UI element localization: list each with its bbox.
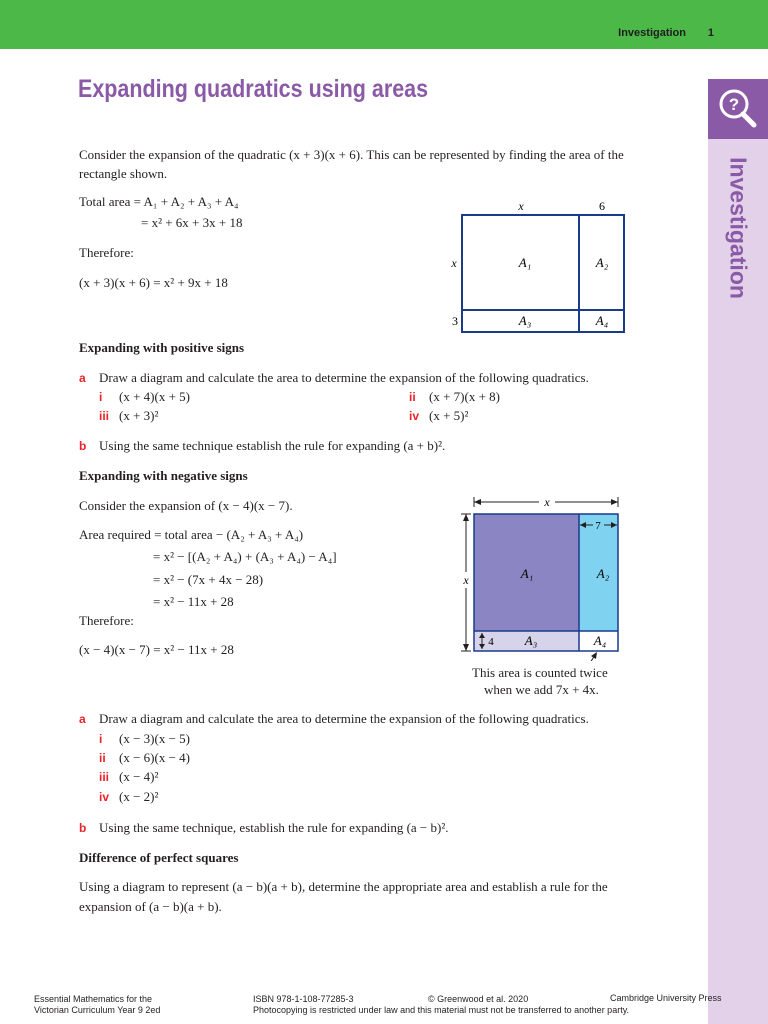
- diagram1-a4: A₄: [595, 313, 609, 328]
- positive-item-label: iii: [99, 409, 110, 423]
- diagram1-top-x: x: [518, 199, 524, 213]
- intro-therefore: Therefore:: [79, 245, 134, 260]
- diagram1-a1: A₁: [518, 255, 532, 270]
- negative-item-text: (x − 2)²: [119, 789, 159, 804]
- positive-item-text: (x + 3)²: [119, 408, 159, 423]
- negative-a-label: a: [79, 712, 86, 726]
- footer-book-title-1: Essential Mathematics for the: [34, 994, 153, 1004]
- positive-item-text: (x + 5)²: [429, 408, 469, 423]
- footer-publisher: Cambridge University Press: [610, 993, 722, 1003]
- positive-a-text: Draw a diagram and calculate the area to determine the expansion of the following quadratics.: [99, 370, 589, 385]
- negative-item-label: ii: [99, 751, 106, 765]
- intro-equation-1: Total area = A₁ + A₂ + A₃ + A₄: [79, 194, 239, 209]
- positive-heading: Expanding with positive signs: [79, 340, 245, 355]
- squares-text-line2: expansion of (a − b)(a + b).: [79, 899, 222, 914]
- positive-b-label: b: [79, 439, 87, 453]
- negative-heading: Expanding with negative signs: [79, 468, 248, 483]
- svg-text:?: ?: [728, 95, 740, 114]
- positive-item-label: ii: [409, 390, 416, 404]
- diagram2-caption-line2: when we add 7x + 4x.: [484, 682, 599, 697]
- negative-item-label: iv: [99, 790, 110, 804]
- diagram2-top-7: 7: [595, 520, 601, 532]
- diagram1-top-6: 6: [599, 199, 605, 213]
- side-tab-label: Investigation: [725, 157, 752, 299]
- diagram1-a3: A₃: [518, 313, 532, 328]
- diagram2-a3: A₃: [524, 633, 538, 648]
- positive-item-label: iv: [409, 409, 420, 423]
- page-number: 1: [707, 27, 714, 39]
- area-diagram-negative: [455, 496, 635, 661]
- intro-result: (x + 3)(x + 6) = x² + 9x + 18: [79, 275, 228, 290]
- negative-b-label: b: [79, 821, 87, 835]
- positive-b-text: Using the same technique establish the rule for expanding (a + b)².: [99, 438, 446, 453]
- negative-equation-1: Area required = total area − (A₂ + A₃ + A₄): [79, 527, 304, 542]
- squares-text-line1: Using a diagram to represent (a − b)(a + b), determine the appropriate area and establish a rule for the: [79, 879, 608, 894]
- positive-item-text: (x + 7)(x + 8): [429, 389, 500, 404]
- footer-book-title-2: Victorian Curriculum Year 9 2ed: [34, 1005, 161, 1015]
- intro-equation-2: = x² + 6x + 3x + 18: [141, 215, 243, 230]
- page-title: Expanding quadratics using areas: [78, 75, 429, 103]
- diagram1-left-x: x: [451, 256, 457, 270]
- diagram2-a4: A₄: [593, 633, 607, 648]
- diagram2-top-x: x: [544, 496, 550, 509]
- negative-therefore: Therefore:: [79, 613, 134, 628]
- intro-text-line1: Consider the expansion of the quadratic (x + 3)(x + 6). This can be represented by finding the area of the: [79, 147, 624, 162]
- positive-item-label: i: [99, 390, 103, 404]
- negative-item-label: i: [99, 732, 103, 746]
- diagram1-left-3: 3: [452, 314, 458, 328]
- diagram1-a2: A₂: [595, 255, 609, 270]
- negative-item-text: (x − 4)²: [119, 769, 159, 784]
- negative-a-text: Draw a diagram and calculate the area to determine the expansion of the following quadratics.: [99, 711, 589, 726]
- negative-item-text: (x − 3)(x − 5): [119, 731, 190, 746]
- header-bar: [0, 0, 768, 49]
- positive-a-label: a: [79, 371, 86, 385]
- footer-copyright: © Greenwood et al. 2020: [428, 994, 529, 1004]
- negative-equation-2: = x² − [(A₂ + A₄) + (A₃ + A₄) − A₄]: [153, 549, 337, 564]
- negative-item-label: iii: [99, 770, 110, 784]
- positive-item-text: (x + 4)(x + 5): [119, 389, 190, 404]
- negative-equation-4: = x² − 11x + 28: [153, 594, 234, 609]
- diagram2-left-x: x: [463, 573, 469, 587]
- diagram2-a1: A₁: [520, 566, 534, 581]
- section-label: Investigation: [618, 27, 686, 39]
- diagram2-caption-line1: This area is counted twice: [472, 665, 608, 680]
- diagram2-a2: A₂: [596, 566, 610, 581]
- magnifier-question-icon: [708, 79, 768, 139]
- intro-text-line2: rectangle shown.: [79, 166, 168, 181]
- area-diagram-positive: [445, 195, 635, 335]
- diagram2-left-4: 4: [488, 636, 494, 648]
- negative-equation-3: = x² − (7x + 4x − 28): [153, 572, 264, 587]
- negative-consider: Consider the expansion of (x − 4)(x − 7).: [79, 498, 293, 513]
- negative-result: (x − 4)(x − 7) = x² − 11x + 28: [79, 642, 234, 657]
- footer-isbn: ISBN 978-1-108-77285-3: [253, 994, 354, 1004]
- negative-item-text: (x − 6)(x − 4): [119, 750, 190, 765]
- footer-notice: Photocopying is restricted under law and this material must not be transferred to another party.: [253, 1005, 630, 1015]
- squares-heading: Difference of perfect squares: [79, 850, 239, 865]
- negative-b-text: Using the same technique, establish the rule for expanding (a − b)².: [99, 820, 449, 835]
